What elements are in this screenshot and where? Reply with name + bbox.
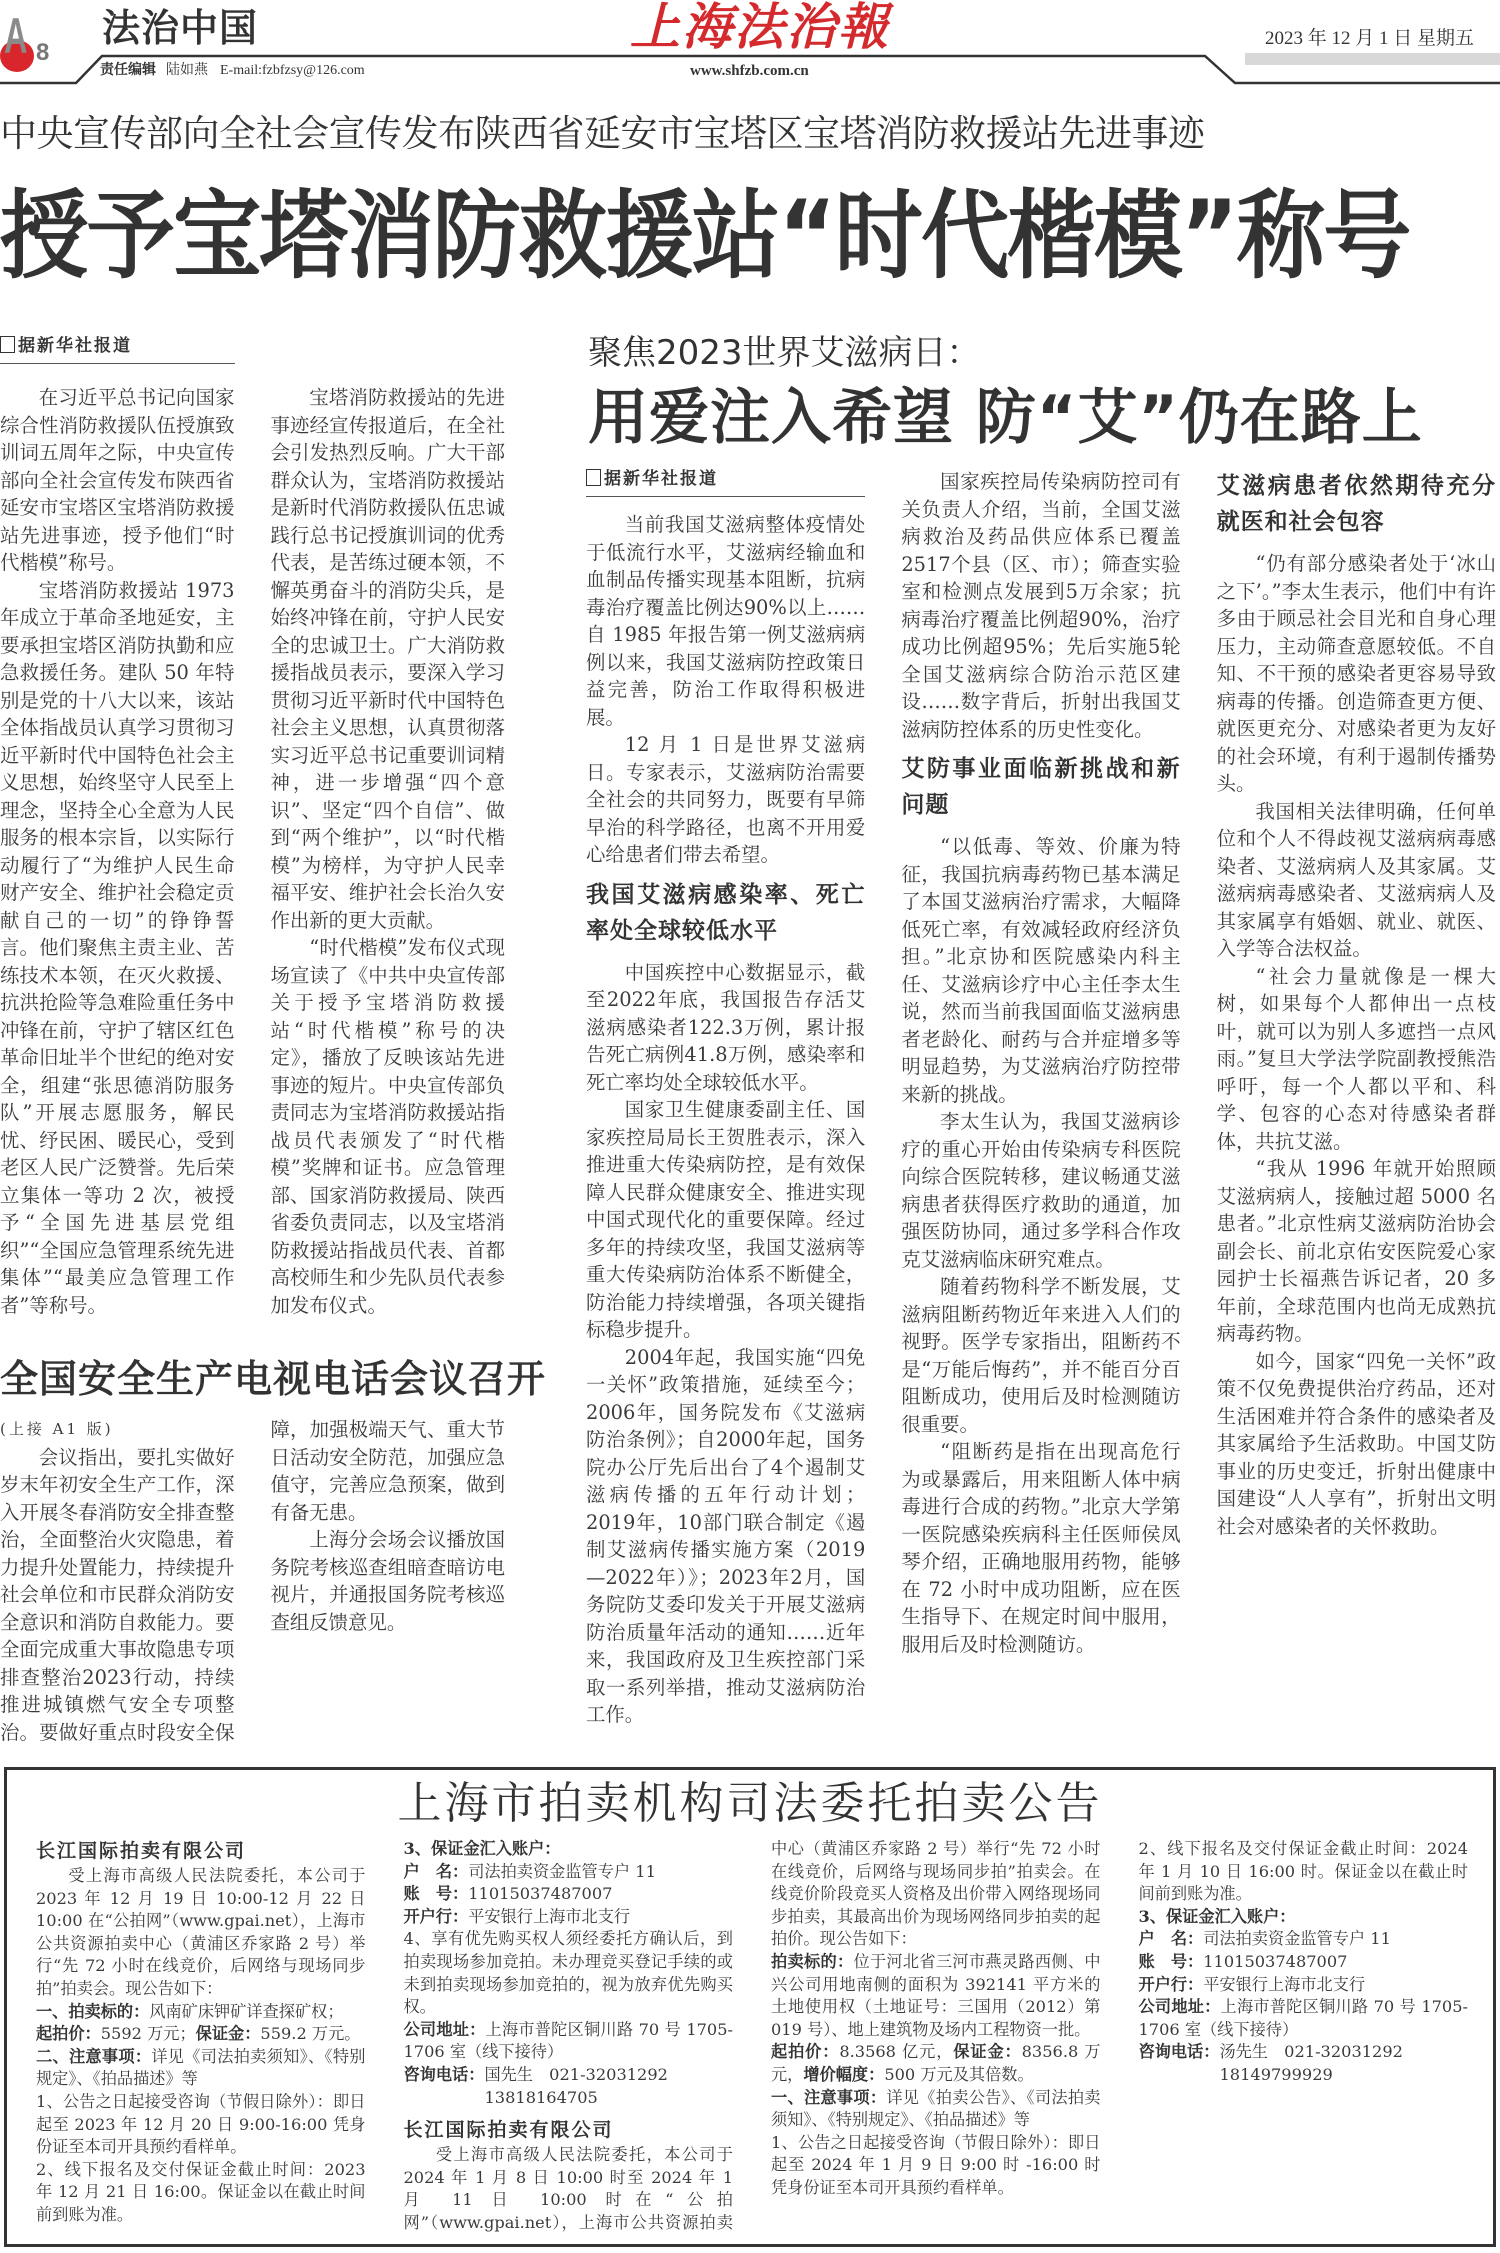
account-number (404, 1883, 734, 1906)
bank (404, 1906, 734, 1929)
subheading: 艾防事业面临新挑战和新问题 (901, 756, 1181, 818)
paragraph: “我从 1996 年就开始照顾艾滋病病人，接触过超 5000 名患者。”北京性病艾滋病防治协会副会长、前北京佑安医院爱心家园护士长福燕告诉记者，20 多年前，全球范围内也尚无成熟抗病毒药物。 (1216, 1157, 1496, 1345)
label: 公司地址： (1138, 1997, 1221, 2017)
label: 3、保证金汇入账户： (403, 1839, 561, 1858)
notice-notes (36, 2046, 366, 2091)
newspaper-masthead: 上海法治報 (630, 0, 890, 56)
page-number-digit: 8 (36, 39, 50, 66)
paragraph: “阻断药是指在出现高危行为或暴露后，用来阻断人体中病毒进行合成的药物。”北京大学第一医院感染疾病科主任医师侯凤琴介绍，正确地服用药物，能够在 72 小时中成功阻断，应在医生指导下、在规定时间中服用，服用后及时检测随访。 (901, 1440, 1181, 1656)
editor-label: 责任编辑 (100, 63, 156, 78)
paragraph: 12 月 1 日是世界艾滋病日。专家表示，艾滋病防治需要全社会的共同努力，既要有早筛早治的科学路径，也离不开用爱心给患者们带去希望。 (586, 733, 866, 866)
label: 保证金： (953, 2042, 1022, 2062)
website-link[interactable]: www.shfzb.com.cn (690, 63, 809, 79)
paragraph: 中国疾控中心数据显示，截至2022年底，我国报告存活艾滋病感染者122.3万例，累计报告死亡病例41.8万例，感染率和死亡率均处全球较低水平。 (586, 960, 866, 1094)
byline-box-icon (586, 469, 601, 486)
notice-intro: 受上海市高级人民法院委托，本公司于 2023 年 12 月 19 日 10:00-12 月 22 日 10:00 在“公拍网”（www.gpai.net），上海市公共资源拍卖中心（黄浦区乔家路 2 号）举行“先 72 小时在线竞价，后网络与现场同步拍”拍卖会。现公告如下： (36, 1866, 366, 1998)
label: 二、注意事项： (36, 2046, 152, 2066)
value: 500 万元及其倍数。 (884, 2064, 1034, 2084)
paragraph: 当前我国艾滋病整体疫情处于低流行水平，艾滋病经输血和血制品传播实现基本阻断，抗病毒治疗覆盖比例达90%以上……自 1985 年报告第一例艾滋病病例以来，我国艾滋病防控政策日益完善，防治工作取得积极进展。 (586, 513, 866, 729)
label: 账 号： (403, 1884, 469, 1904)
subheading: 艾滋病患者依然期待充分就医和社会包容 (1216, 473, 1496, 535)
lead-headline: 授予宝塔消防救援站“时代楷模”称号 (0, 180, 1410, 292)
safety-headline: 全国安全生产电视电话会议召开 (0, 1357, 547, 1401)
notice-lot (771, 1951, 1101, 2041)
contact-phone (404, 2064, 734, 2087)
issue-date: 2023 年 12 月 1 日 星期五 (1265, 28, 1475, 49)
subheading: 我国艾滋病感染率、死亡率处全球较低水平 (586, 881, 866, 944)
paragraph: “时代楷模”发布仪式现场宣读了《中共中央宣传部关于授予宝塔消防救援站“时代楷模”称号的决定》，播放了反映该站先进事迹的短片。中央宣传部负责同志为宝塔消防救援站指战员代表颁发了“时代楷模”奖牌和证书。应急管理部、国家消防救援局、陕西省委负责同志，以及宝塔消防救援站指战员代表、首都高校师生和少先队员代表参加发布仪式。 (270, 936, 505, 1317)
company-address (404, 2019, 734, 2064)
value: 汤先生 021-32031292 (1219, 2042, 1403, 2062)
auction-notice-title: 上海市拍卖机构司法委托拍卖公告 (397, 1778, 1103, 1829)
paragraph: 国家卫生健康委副主任、国家疾控局局长王贺胜表示，深入推进重大传染病防控，是有效保障人民群众健康安全、推进实现中国式现代化的重要保障。经过多年的持续攻坚，我国艾滋病等重大传染病防治体系不断健全，防治能力持续增强，各项关键指标稳步提升。 (586, 1098, 866, 1341)
auction-company: 长江国际拍卖有限公司 (403, 2119, 614, 2142)
paragraph: 随着药物科学不断发展，艾滋病阻断药物近年来进入人们的视野。医学专家指出，阻断药不是“万能后悔药”，并不能百分百阻断成功，使用后及时检测随访很重要。 (901, 1275, 1181, 1436)
page-number-letter: A (4, 8, 28, 64)
continued-from-label: (上接 A1 版) (0, 1420, 114, 1438)
lead-byline (0, 335, 235, 364)
value: 风南矿床钾矿详查探矿权； (149, 2001, 344, 2021)
paragraph: 会议指出，要扎实做好岁末年初安全生产工作，深入开展冬春消防安全排查整治，全面整治火灾隐患，着力提升处置能力，持续提升社会单位和市民群众消防安全意识和消防自救能力。要全面完成重大事故隐患专项排查整治2023行动，持续推进城镇燃气安全专项整治。要做好重点时段安全保障，加强极端天气、重大节日活动安全防范，加强应急值守，完善应急预案，做到有备无患。 (0, 1418, 505, 1744)
auction-notice-body (36, 1838, 1468, 2240)
label: 起拍价： (771, 2042, 840, 2062)
byline-text: 据新华社报道 (604, 469, 718, 489)
label: 拍卖标的： (771, 1951, 854, 1971)
notice-item: 1、公告之日起接受咨询（节假日除外）：即日起至 2024 年 1 月 9 日 9:00 时 -16:00 时凭身份证至本司开具预约看样单。 (771, 2132, 1101, 2197)
safety-article-body (0, 1416, 505, 1758)
notice-lot (36, 2001, 366, 2024)
notice-item (1139, 1906, 1469, 1929)
editor-email[interactable]: E-mail:fzbfzsy@126.com (220, 63, 365, 78)
notice-item: 2、线下报名及交付保证金截止时间：2024 年 1 月 10 日 16:00 时。保证金以在截止时间前到账为准。 (1138, 1839, 1468, 1904)
account-name (404, 1861, 734, 1884)
notice-intro: 受上海市高级人民法院委托，本公司于 2024 年 1 月 8 日 10:00 时至 2024 年 1 月 11 日 10:00 时在“公拍网”（www.gpai.net），上海市公共资源拍卖中心（黄浦区乔家路 2 号）举行“先 72 小时在线竞价，后网络与现场同步拍”拍卖会。在线竞价阶段竞买人资格及出价带入网络现场同步拍卖，其最高出价为现场网络同步拍卖的起拍价。现公告如下： (403, 1839, 1101, 2232)
paragraph: 上海分会场会议播放国务院考核巡查组暗查暗访电视片，并通报国务院考核巡查组反馈意见。 (270, 1528, 505, 1634)
notice-price (36, 2023, 366, 2046)
label: 开户行： (403, 1906, 469, 1926)
paragraph: 在习近平总书记向国家综合性消防救援队伍授旗致训词五周年之际，中央宣传部向全社会宣传发布陕西省延安市宝塔区宝塔消防救援站先进事迹，授予他们“时代楷模”称号。 (0, 386, 235, 574)
notice-item: 4、享有优先购买权人须经委托方确认后，到拍卖现场参加竞拍。未办理竞买登记手续的或未到拍卖现场参加竞拍的，视为放弃优先购买权。 (403, 1929, 733, 2017)
aids-byline (586, 468, 865, 497)
paragraph: “以低毒、等效、价廉为特征，我国抗病毒药物已基本满足了本国艾滋病治疗需求，大幅降低死亡率，有效减轻政府经济负担。”北京协和医院感染内科主任、艾滋病诊疗中心主任李太生说，然而当前我国面临艾滋病患者老龄化、耐药与合并症增多等明显趋势，为艾滋病治疗防控带来新的挑战。 (901, 835, 1181, 1106)
value: 位于河北省三河市燕灵路西侧、中兴公司用地南侧的面积为 392141 平方米的土地使用权（土地证号：三国用（2012）第 019 号）、地上建筑物及场内工程物资一批。 (771, 1951, 1101, 2039)
aids-kicker: 聚焦2023世界艾滋病日： (588, 333, 981, 373)
paragraph: 李太生认为，我国艾滋病诊疗的重心开始由传染病专科医院向综合医院转移，建议畅通艾滋病患者获得医疗救助的通道，加强医防协同，通过多学科合作攻克艾滋病临床研究难点。 (901, 1110, 1181, 1271)
paragraph: “社会力量就像是一棵大树，如果每个人都伸出一点枝叶，就可以为别人多遮挡一点风雨。”复旦大学法学院副教授熊浩呼吁，每一个人都以平和、科学、包容的心态对待感染者群体，共抗艾滋。 (1216, 964, 1496, 1153)
value: 11015037487007 (468, 1884, 613, 1904)
byline-text: 据新华社报道 (18, 336, 132, 356)
value: 国先生 021-32031292 (484, 2064, 668, 2084)
paragraph: 如今，国家“四免一关怀”政策不仅免费提供治疗药品，还对生活困难并符合条件的感染者及其家属给予生活救助。中国艾防事业的历史变迁，折射出健康中国建设“人人享有”，折射出文明社会对感染者的关怀救助。 (1216, 1349, 1496, 1538)
paragraph: 宝塔消防救援站的先进事迹经宣传报道后，在全社会引发热烈反响。广大干部群众认为，宝塔消防救援站是新时代消防救援队伍忠诚践行总书记授旗训词的优秀代表，是苦练过硬本领，不懈英勇奋斗的消防尖兵，是始终冲锋在前，守护人民安全的忠诚卫士。广大消防救援指战员表示，要深入学习贯彻习近平新时代中国特色社会主义思想，认真贯彻落实习近平总书记重要训词精神，进一步增强“四个意识”、坚定“四个自信”、做到“两个维护”，以“时代楷模”为榜样，为守护人民幸福平安、维护社会长治久安作出新的更大贡献。 (270, 386, 505, 932)
editor-name: 陆如燕 (166, 63, 208, 78)
byline-box-icon (0, 336, 15, 353)
value: 平安银行上海市北支行 (468, 1906, 631, 1926)
notice-item (404, 1838, 734, 1861)
label: 3、保证金汇入账户： (1138, 1906, 1296, 1926)
paragraph: “仍有部分感染者处于‘冰山之下’。”李太生表示，他们中有许多由于顾忌社会目光和自身心理压力，主动筛查意愿较低。不自知、不干预的感染者更容易导致病毒的传播。创造筛查更方便、就医更充分、对感染者更为友好的社会环境，有利于遏制传播势头。 (1216, 552, 1496, 795)
label: 一、拍卖标的： (36, 2001, 150, 2021)
label: 保证金： (195, 2024, 261, 2044)
paragraph: 我国相关法律明确，任何单位和个人不得歧视艾滋病病毒感染者、艾滋病病人及其家属。艾滋病病毒感染者、艾滋病病人及其家属享有婚姻、就业、就医、入学等合法权益。 (1216, 799, 1496, 960)
notice-item: 1、公告之日起接受咨询（节假日除外）：即日起至 2023 年 12 月 20 日 9:00-16:00 凭身份证至本司开具预约看样单。 (36, 2091, 366, 2157)
value: 司法拍卖资金监管专户 11 (1203, 1929, 1391, 1949)
paragraph: 2004年起，我国实施“四免一关怀”政策措施，延续至今；2006年，国务院发布《艾滋病防治条例》；自2000年起，国务院办公厅先后出台了4个遏制艾滋病传播的五年行动计划；2019年，10部门联合制定《遏制艾滋病传播实施方案（2019—2022年）》；2023年2月，国务院防艾委印发关于开展艾滋病防治质量年活动的通知……近年来，我国政府及卫生疾控部门采取一系列举措，推动艾滋病防治工作。 (586, 1345, 866, 1726)
value: 11015037487007 (1203, 1951, 1348, 1971)
value: 8.3568 亿元， (839, 2042, 954, 2062)
value: 司法拍卖资金监管专户 11 (468, 1861, 656, 1881)
label: 咨询电话： (403, 2064, 485, 2084)
value: 详见《拍卖公告》、《司法拍卖须知》、《特别规定》、《拍品描述》等 (771, 2087, 1101, 2130)
company-address (1139, 1996, 1469, 2041)
value: 5592 万元； (100, 2024, 196, 2044)
label: 账 号： (1138, 1951, 1204, 1971)
label: 开户行： (1138, 1974, 1204, 1994)
account-name (1139, 1928, 1469, 1951)
auction-company: 长江国际拍卖有限公司 (36, 1840, 247, 1862)
label: 户 名： (403, 1861, 469, 1881)
aids-article-body (586, 468, 1496, 1758)
value: 上海市普陀区铜川路 70 号 1705-1706 室（线下接待） (403, 2019, 733, 2062)
label: 户 名： (1138, 1929, 1204, 1949)
lead-article-body (0, 384, 505, 1346)
contact-phone (1139, 2041, 1469, 2064)
label: 咨询电话： (1138, 2042, 1220, 2062)
aids-headline: 用爱注入希望 防“艾”仍在路上 (588, 383, 1423, 453)
contact-phone-2: 18149799929 (1219, 2064, 1333, 2084)
value: 559.2 万元。 (260, 2024, 361, 2044)
label: 增价幅度： (803, 2064, 885, 2084)
label: 公司地址： (403, 2019, 486, 2039)
value: 8356.8 万元， (771, 2042, 1101, 2084)
label: 起拍价： (36, 2024, 101, 2044)
value: 上海市普陀区铜川路 70 号 1705-1706 室（线下接待） (1138, 1997, 1468, 2039)
paragraph: 宝塔消防救援站 1973 年成立于革命圣地延安，主要承担宝塔区消防执勤和应急救援任务。建队 50 年特别是党的十八大以来，该站全体指战员认真学习贯彻习近平新时代中国特色社会主义思想，始终坚守人民至上理念，坚持全心全意为人民服务的根本宗旨，以实际行动履行了“为维护人民生命财产安全、维护社会稳定贡献自己的一切”的铮铮誓言。他们聚焦主责主业、苦练技术本领，在灭火救援、抗洪抢险等急难险重任务中冲锋在前，守护了辖区红色革命旧址半个世纪的绝对安全，组建“张思德消防服务队”开展志愿服务，解民忧、纾民困、暖民心，受到老区人民广泛赞誉。先后荣立集体一等功 2 次，被授予“全国先进基层党组织”“全国应急管理系统先进集体”“最美应急管理工作者”等称号。 (0, 578, 235, 1317)
value: 详见《司法拍卖须知》、《特别规定》、《拍品描述》等 (36, 2046, 366, 2089)
paragraph: 国家疾控局传染病防控司有关负责人介绍，当前，全国艾滋病救治及药品供应体系已覆盖2517个县（区、市）；筛查实验室和检测点发展到5万余家；抗病毒治疗覆盖比例超90%，治疗成功比例超95%；先后实施5轮全国艾滋病综合防治示范区建设……数字背后，折射出我国艾滋病防控体系的历史性变化。 (901, 470, 1181, 741)
notice-notes (771, 2087, 1101, 2132)
contact-phone-2: 13818164705 (484, 2087, 598, 2107)
notice-price (771, 2041, 1101, 2086)
spacer (404, 2109, 734, 2117)
editor-info (100, 62, 365, 80)
value: 平安银行上海市北支行 (1203, 1974, 1366, 1994)
bank (1139, 1974, 1469, 1997)
account-number (1139, 1951, 1469, 1974)
lead-kicker: 中央宣传部向全社会宣传发布陕西省延安市宝塔区宝塔消防救援站先进事迹 (0, 112, 1205, 155)
label: 一、注意事项： (771, 2087, 887, 2107)
notice-item: 2、线下报名及交付保证金截止时间：2023 年 12 月 21 日 16:00。保证金以在截止时间前到账为准。 (36, 2159, 366, 2224)
section-name: 法治中国 (102, 6, 259, 50)
